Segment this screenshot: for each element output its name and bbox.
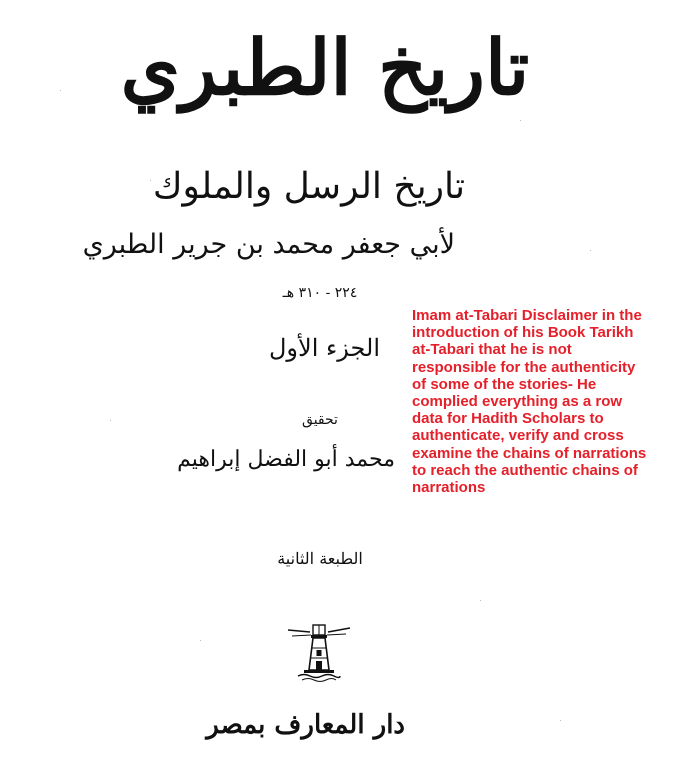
author-name: لأبي جعفر محمد بن جرير الطبري	[82, 229, 455, 260]
scan-speck	[520, 120, 521, 121]
lighthouse-icon	[284, 622, 354, 682]
scan-speck	[560, 720, 561, 721]
edited-by-label: تحقيق	[302, 412, 338, 428]
book-main-title: تاريخ الطبري	[120, 23, 530, 112]
scan-speck	[150, 180, 151, 181]
author-dates: ٢٢٤ - ٣١٠ هـ	[282, 285, 358, 301]
scan-speck	[110, 420, 111, 421]
scan-speck	[60, 90, 61, 91]
book-subtitle: تاريخ الرسل والملوك	[152, 166, 465, 207]
scan-speck	[200, 640, 201, 641]
editor-name: محمد أبو الفضل إبراهيم	[177, 447, 395, 472]
scan-speck	[590, 250, 591, 251]
scan-speck	[480, 600, 481, 601]
edition-label: الطبعة الثانية	[277, 549, 363, 568]
volume-label: الجزء الأول	[268, 334, 380, 362]
disclaimer-annotation: Imam at-Tabari Disclaimer in the introduction of his Book Tarikh at-Tabari that he is not responsible for the authenticity of some of the stories- He complied everything as a row data for Hadith Scholars to authenticate, verify and cross examine the chains of narrations to reach the authentic chains of narrations	[412, 307, 647, 497]
publisher-name: دار المعارف بمصر	[206, 710, 405, 740]
